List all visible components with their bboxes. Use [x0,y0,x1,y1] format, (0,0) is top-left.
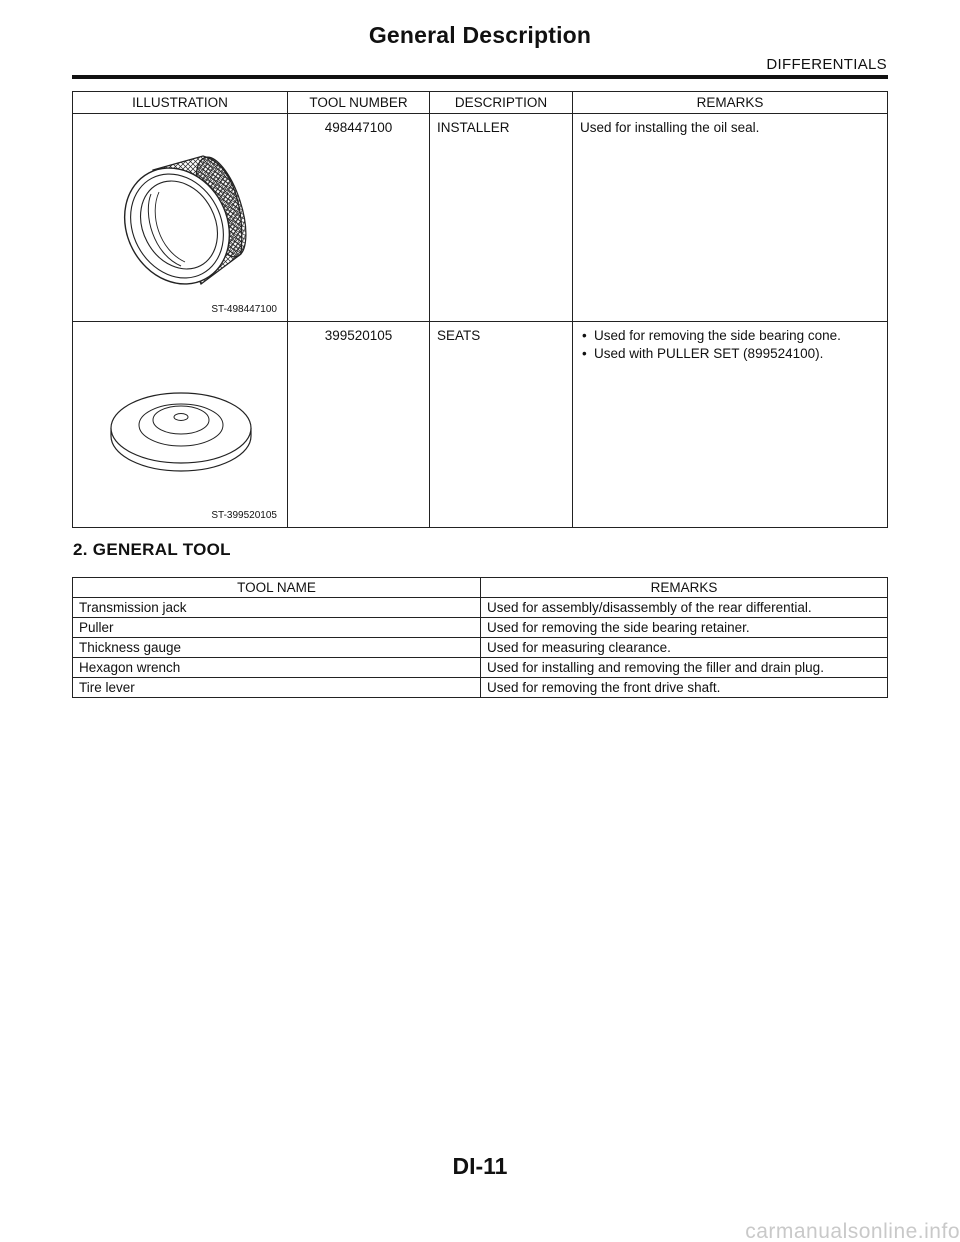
illustration-cell [73,114,288,322]
remarks-cell: Used for assembly/disassembly of the rear differential. [481,598,888,618]
watermark-link[interactable]: carmanualsonline.info [745,1220,960,1242]
tool-name-cell: Thickness gauge [73,638,481,658]
column-header-illustration: ILLUSTRATION [73,92,288,114]
installer-illustration [73,114,287,320]
column-header-remarks: REMARKS [573,92,888,114]
remarks-cell: Used for removing the side bearing retainer. [481,618,888,638]
tool-number-cell: 498447100 [288,114,430,322]
tool-name-cell: Tire lever [73,678,481,698]
section-label: DIFFERENTIALS [766,56,887,73]
table-header-row [73,578,888,598]
illustration-label: ST-498447100 [211,304,277,315]
remarks-cell [573,114,888,322]
remarks-item: • Used for removing the side bearing cone. [580,328,881,343]
description-cell: INSTALLER [430,114,573,322]
page-number: DI-11 [452,1153,508,1179]
special-tools-table [72,91,888,528]
table-header-row [73,92,888,114]
remarks-cell: Used for installing and removing the filler and drain plug. [481,658,888,678]
table-row [73,322,888,528]
remarks-cell [573,322,888,528]
section-heading: 2. GENERAL TOOL [73,540,231,559]
remarks-item: • Used with PULLER SET (899524100). [580,346,881,361]
header-rule [72,75,888,79]
column-header-description: DESCRIPTION [430,92,573,114]
remarks-list [580,328,881,361]
table-row [73,678,888,698]
general-tools-table [72,577,888,698]
seats-illustration [73,322,287,526]
description-cell: SEATS [430,322,573,528]
column-header-tool-name: TOOL NAME [73,578,481,598]
tool-name-cell: Transmission jack [73,598,481,618]
table-row [73,658,888,678]
remarks-cell: Used for measuring clearance. [481,638,888,658]
table-row [73,618,888,638]
illustration-label: ST-399520105 [211,510,277,521]
illustration-cell [73,322,288,528]
tool-name-cell: Hexagon wrench [73,658,481,678]
page-title: General Description [368,22,592,48]
column-header-remarks: REMARKS [481,578,888,598]
remarks-cell: Used for removing the front drive shaft. [481,678,888,698]
remarks-text: Used for installing the oil seal. [580,120,760,135]
table-row [73,638,888,658]
tool-number-cell: 399520105 [288,322,430,528]
table-row [73,598,888,618]
column-header-tool-number: TOOL NUMBER [288,92,430,114]
table-row [73,114,888,322]
tool-name-cell: Puller [73,618,481,638]
